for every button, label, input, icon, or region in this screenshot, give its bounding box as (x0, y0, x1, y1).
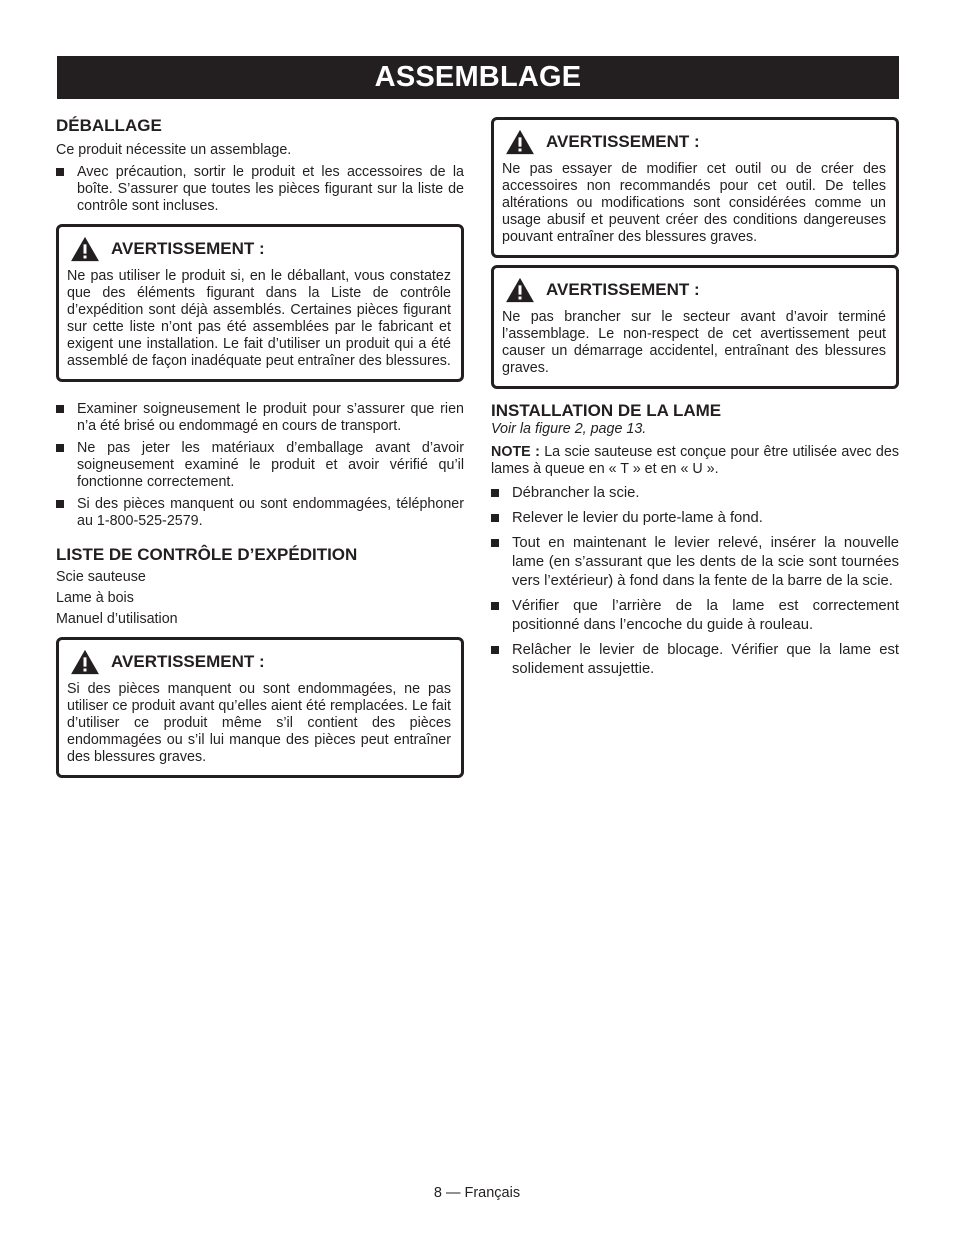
bullet-square-icon (56, 444, 64, 452)
note-text: La scie sauteuse est conçue pour être utilisée avec des lames à queue en « T » et en « U ». (491, 444, 899, 477)
figure-reference: Voir la figure 2, page 13. (491, 421, 647, 437)
warning-box-modification (491, 117, 899, 258)
warning-triangle-icon (69, 649, 101, 675)
list-item: Ne pas jeter les matériaux d’emballage avant d’avoir soigneusement examiné le produit et avoir vérifié qu’il fonctionne correctement. (56, 440, 464, 491)
inspection-list (56, 401, 464, 530)
checklist-item: Lame à bois (56, 590, 134, 606)
warning-box-missing-parts (56, 637, 464, 778)
list-item: Relever le levier du porte-lame à fond. (491, 509, 899, 528)
list-item: Tout en maintenant le levier relevé, insérer la nouvelle lame (en s’assurant que les dents de la scie sont tournées vers l’extérieur) à fond dans la fente de la barre de la scie. (491, 534, 899, 591)
bullet-square-icon (56, 405, 64, 413)
checklist-heading: LISTE DE CONTRÔLE D’EXPÉDITION (56, 545, 358, 564)
bullet-square-icon (491, 514, 499, 522)
page-title-banner (57, 56, 899, 99)
warning-title: AVERTISSEMENT : (546, 132, 700, 151)
warning-triangle-icon (504, 277, 536, 303)
warning-title: AVERTISSEMENT : (546, 280, 700, 299)
bullet-square-icon (491, 646, 499, 654)
installation-heading: INSTALLATION DE LA LAME (491, 401, 722, 420)
installation-note (491, 444, 899, 478)
note-label: NOTE : (491, 444, 540, 460)
checklist-item: Manuel d’utilisation (56, 611, 178, 627)
warning-triangle-icon (69, 236, 101, 262)
checklist-item: Scie sauteuse (56, 569, 146, 585)
list-item: Avec précaution, sortir le produit et les accessoires de la boîte. S’assurer que toutes les pièces figurant sur la liste de contrôle sont incluses. (56, 164, 464, 215)
page-footer: 8 — Français (433, 1185, 521, 1201)
warning-title: AVERTISSEMENT : (111, 652, 265, 671)
warning-header (67, 235, 451, 263)
list-item: Si des pièces manquent ou sont endommagées, téléphoner au 1-800-525-2579. (56, 496, 464, 530)
warning-header (502, 128, 886, 156)
deballage-intro: Ce produit nécessite un assemblage. (56, 142, 292, 158)
deballage-heading: DÉBALLAGE (56, 116, 162, 135)
checklist-items (56, 569, 464, 628)
warning-title: AVERTISSEMENT : (111, 239, 265, 258)
bullet-square-icon (491, 539, 499, 547)
installation-steps (491, 484, 899, 679)
warning-triangle-icon (504, 129, 536, 155)
warning-header (67, 648, 451, 676)
bullet-square-icon (56, 168, 64, 176)
page-title: ASSEMBLAGE (374, 61, 582, 93)
list-item: Relâcher le levier de blocage. Vérifier que la lame est solidement assujettie. (491, 641, 899, 679)
bullet-square-icon (56, 500, 64, 508)
right-column (491, 117, 899, 679)
list-item: Vérifier que l’arrière de la lame est correctement positionné dans l’encoche du guide à rouleau. (491, 597, 899, 635)
warning-box-unpacking (56, 224, 464, 382)
bullet-square-icon (491, 602, 499, 610)
warning-text: Ne pas essayer de modifier cet outil ou de créer des accessoires non recommandés pour cet outil. De telles altérations ou modifications sont considérées comme un usage abusif et peuvent créer des conditions dangereuses pouvant entraîner des blessures graves. (502, 161, 886, 245)
list-item: Débrancher la scie. (491, 484, 899, 503)
warning-text: Ne pas utiliser le produit si, en le déballant, vous constatez que des éléments figurant dans la Liste de contrôle d’expédition sont déjà assemblés. Certaines pièces figurant sur cette liste n’ont pas été assemblées par le fabricant et exigent une installation. Le fait d’utiliser un produit qui a été assemblé de façon inadéquate peut entraîner des blessures. (67, 268, 451, 369)
warning-text: Ne pas brancher sur le secteur avant d’avoir terminé l’assemblage. Le non-respect de cet avertissement peut causer un démarrage accidentel, entraînant des blessures graves. (502, 309, 886, 376)
warning-text: Si des pièces manquent ou sont endommagées, ne pas utiliser ce produit avant qu’elles aient été remplacées. Le fait d’utiliser ce produit même s’il contient des pièces endommagées ou s’il lui manque des pièces peut entraîner des blessures graves. (67, 681, 451, 765)
bullet-square-icon (491, 489, 499, 497)
left-column (56, 116, 464, 778)
warning-header (502, 276, 886, 304)
list-item: Examiner soigneusement le produit pour s’assurer que rien n’a été brisé ou endommagé en cours de transport. (56, 401, 464, 435)
warning-box-power (491, 265, 899, 389)
deballage-list (56, 164, 464, 215)
